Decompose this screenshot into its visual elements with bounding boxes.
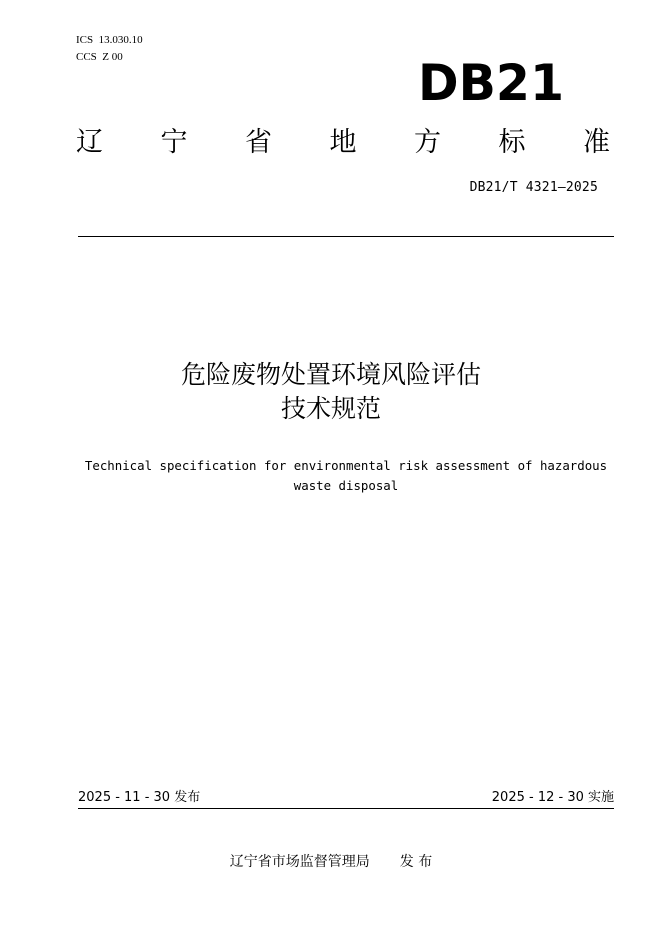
ics-value: 13.030.10 [98,34,143,46]
publish-date: 2025 - 11 - 30 发布 [78,790,201,805]
title-line-1: 危险废物处置环境风险评估 [180,360,481,389]
document-title [0,358,662,426]
issuer-char: 方 [414,127,441,158]
title-line-2: 技术规范 [280,394,381,423]
issuer-title [76,126,610,160]
classification-codes [76,32,143,66]
issuer-char: 准 [583,127,610,158]
implement-date: 2025 - 12 - 30 实施 [491,790,614,805]
issuer-char: 省 [245,127,272,158]
standard-number: DB21/T 4321—2025 [469,180,598,195]
english-title-line-2: waste disposal [293,478,399,493]
english-title [70,456,622,496]
issuer-char: 宁 [160,127,188,158]
ics-label: ICS [76,34,94,46]
ccs-code [76,49,143,66]
issuer-char: 辽 [76,127,103,158]
ics-code [76,32,143,49]
issuer-char: 标 [498,127,526,158]
ccs-value: Z 00 [102,51,123,63]
issuer-char: 地 [329,127,357,158]
english-title-line-1: Technical specification for environmental risk assessment of hazardous [84,458,608,473]
db21-logo [418,56,568,106]
publisher-name: 辽宁省市场监督管理局 [229,854,370,870]
publisher-line [0,852,662,872]
top-divider [78,236,614,237]
bottom-divider [78,808,614,809]
ccs-label: CCS [76,51,97,63]
db21-logo-text: DB21 [418,56,564,106]
publisher-action: 发 布 [399,854,433,870]
date-row [78,789,614,807]
